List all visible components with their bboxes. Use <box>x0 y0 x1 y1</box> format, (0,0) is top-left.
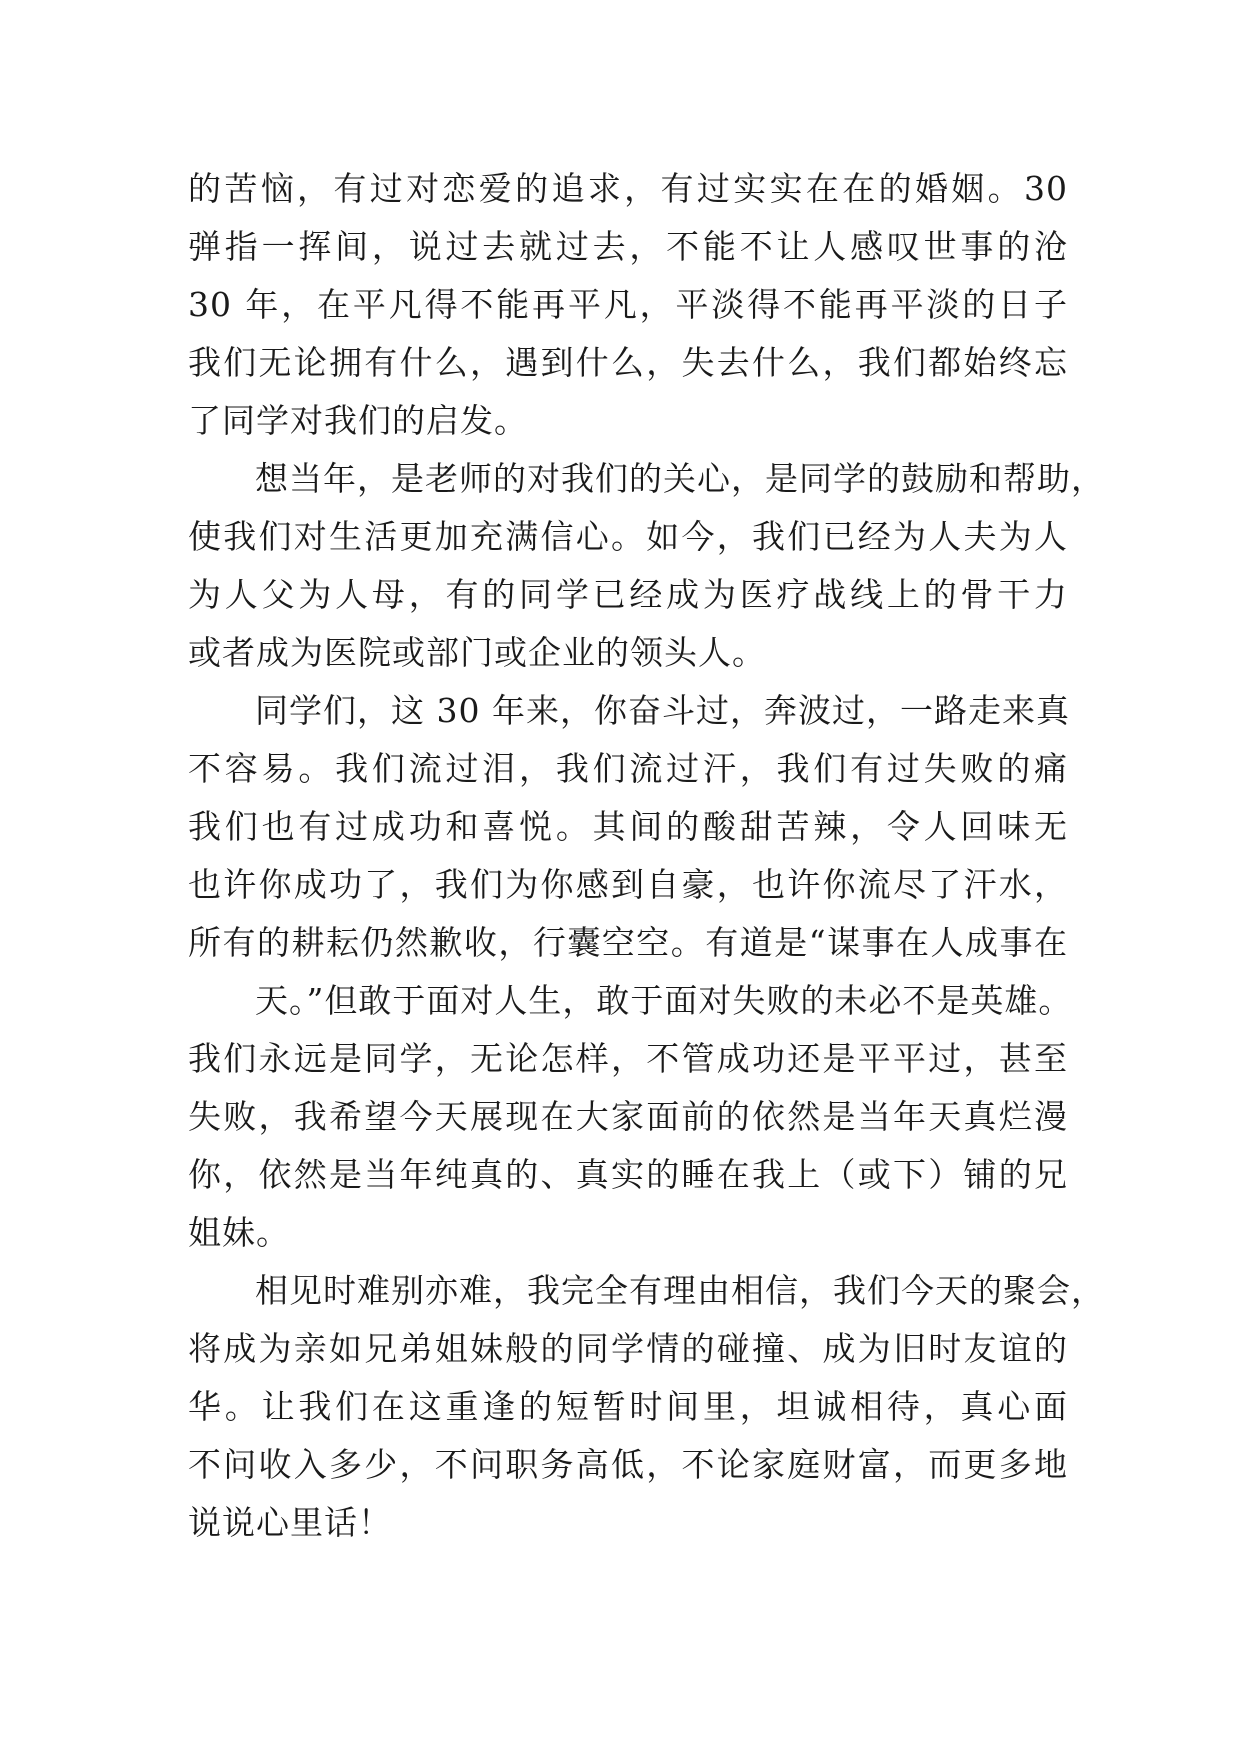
text-line: 也许你成功了，我们为你感到自豪，也许你流尽了汗水， <box>188 865 1068 904</box>
text-line: 的苦恼，有过对恋爱的追求，有过实实在在的婚姻。30 <box>188 169 1068 208</box>
paragraph <box>188 1262 1105 1552</box>
text-line: 或者成为医院或部门或企业的领头人。 <box>188 633 766 672</box>
text-line: 说说心里话！ <box>188 1503 392 1542</box>
text-line: 所有的耕耘仍然歉收，行囊空空。有道是“谋事在人成事在 <box>188 923 1068 962</box>
text-line: 姐妹。 <box>188 1213 290 1252</box>
paragraph <box>188 682 1068 972</box>
text-line: 30 年，在平凡得不能再平凡，平淡得不能再平淡的日子 <box>188 285 1068 324</box>
paragraph <box>188 160 1068 450</box>
text-line: 同学们，这 30 年来，你奋斗过，奔波过，一路走来真 <box>255 691 1070 730</box>
text-line: 你，依然是当年纯真的、真实的睡在我上（或下）铺的兄 <box>188 1155 1068 1194</box>
text-line: 了同学对我们的启发。 <box>188 401 528 440</box>
text-line: 华。让我们在这重逢的短暂时间里，坦诚相待，真心面 <box>188 1387 1068 1426</box>
text-line: 将成为亲如兄弟姐妹般的同学情的碰撞、成为旧时友谊的 <box>188 1329 1068 1368</box>
text-line: 我们无论拥有什么，遇到什么，失去什么，我们都始终忘 <box>188 343 1068 382</box>
text-line: 我们也有过成功和喜悦。其间的酸甜苦辣，令人回味无 <box>188 807 1068 846</box>
paragraph <box>188 972 1073 1262</box>
text-line: 不容易。我们流过泪，我们流过汗，我们有过失败的痛 <box>188 749 1068 788</box>
text-line: 不问收入多少，不问职务高低，不论家庭财富，而更多地 <box>188 1445 1068 1484</box>
text-line: 使我们对生活更加充满信心。如今，我们已经为人夫为人 <box>188 517 1068 556</box>
document-body <box>188 160 1105 1552</box>
text-line: 失败，我希望今天展现在大家面前的依然是当年天真烂漫 <box>188 1097 1068 1136</box>
text-line: 为人父为人母，有的同学已经成为医疗战线上的骨干力 <box>188 575 1068 614</box>
text-line: 想当年，是老师的对我们的关心，是同学的鼓励和帮助， <box>255 459 1105 498</box>
text-line: 我们永远是同学，无论怎样，不管成功还是平平过，甚至 <box>188 1039 1068 1078</box>
paragraph <box>188 450 1105 682</box>
text-line: 弹指一挥间，说过去就过去，不能不让人感叹世事的沧 <box>188 227 1068 266</box>
text-line: 天。”但敢于面对人生，敢于面对失败的未必不是英雄。 <box>255 981 1073 1020</box>
text-line: 相见时难别亦难，我完全有理由相信，我们今天的聚会， <box>255 1271 1105 1310</box>
